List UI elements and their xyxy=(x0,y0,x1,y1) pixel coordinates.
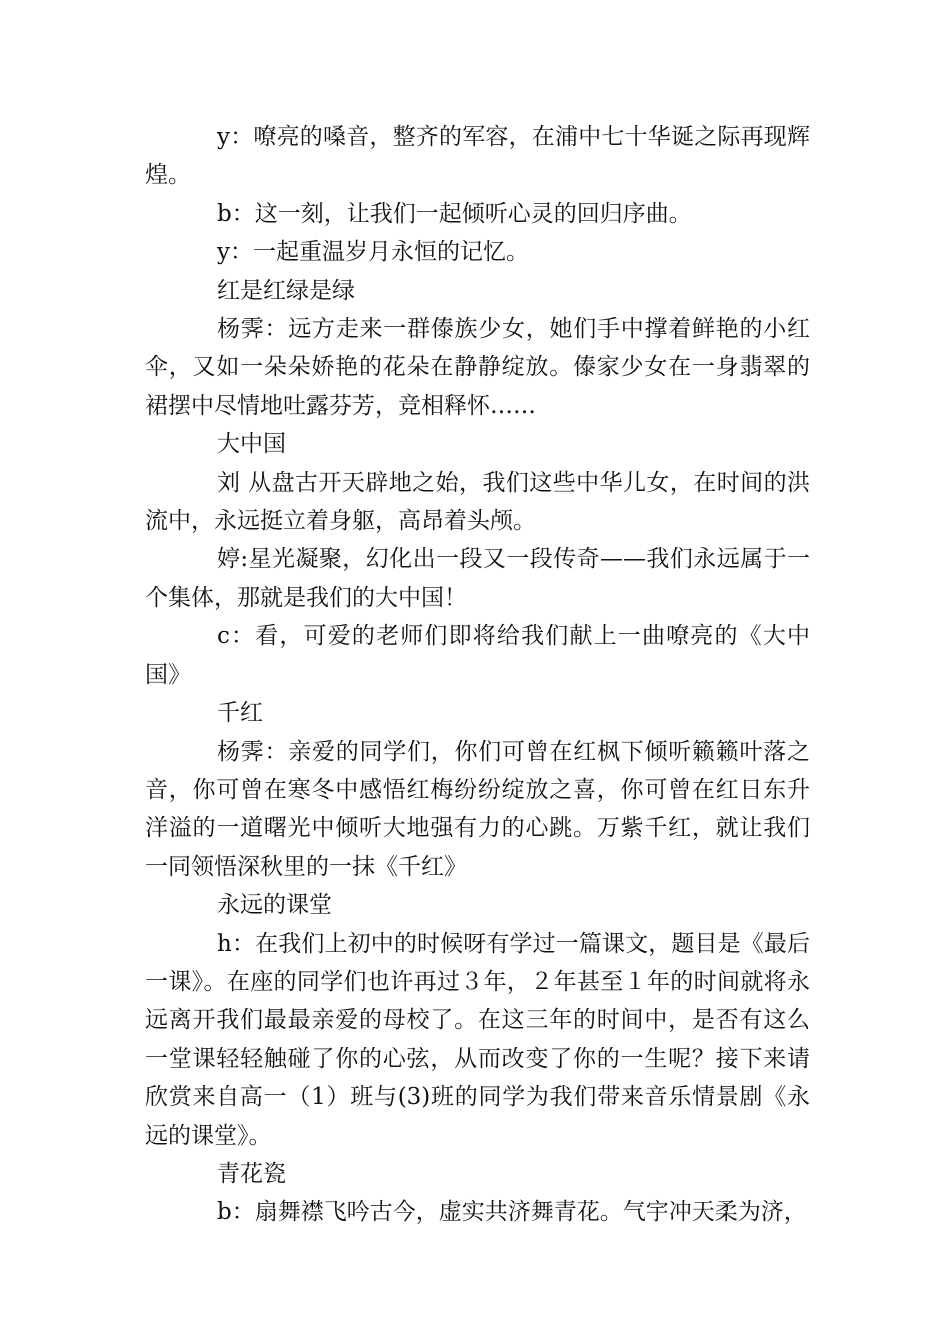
script-line-host-b-2: b：扇舞襟飞吟古今，虚实共济舞青花。气宇冲天柔为济， xyxy=(217,1199,807,1226)
script-line-yang-ji-1: 杨霁：远方走来一群傣族少女，她们手中撑着鲜艳的小红伞，又如一朵朵娇艳的花朵在静静绽放。傣家少女在一身翡翠的裙摆中尽情地吐露芬芳，竞相释怀…… xyxy=(145,316,810,419)
script-line-host-c: c：看，可爱的老师们即将给我们献上一曲嘹亮的《大中国》 xyxy=(145,623,810,688)
script-line-liu: 刘 从盘古开天辟地之始，我们这些中华儿女，在时间的洪流中，永远挺立着身躯，高昂着头颅。 xyxy=(145,469,810,535)
script-line-host-b-1: b：这一刻，让我们一起倾听心灵的回归序曲。 xyxy=(217,200,692,227)
script-line-host-y-1: y：嘹亮的嗓音，整齐的军容，在浦中七十华诞之际再现辉煌。 xyxy=(145,124,810,189)
program-title-qian-hong: 千红 xyxy=(217,700,263,727)
script-line-host-h: h：在我们上初中的时候呀有学过一篇课文，题目是《最后一课》。在座的同学们也许再过３年，２年甚至１年的时间就将永远离开我们最最亲爱的母校了。在这三年的时间中，是否有这么一堂课轻轻触碰了你的心弦，从而改变了你的一生呢？接下来请欣赏来自高一（1）班与(3)班的同学为我们带来音乐情景剧《永远的课堂》。 xyxy=(145,930,810,1149)
document-body xyxy=(145,118,810,1232)
program-title-da-zhong-guo: 大中国 xyxy=(217,431,286,458)
program-title-qing-hua-ci: 青花瓷 xyxy=(217,1160,286,1187)
script-line-host-y-2: y：一起重温岁月永恒的记忆。 xyxy=(217,239,529,266)
program-title-hong-shi-hong: 红是红绿是绿 xyxy=(217,277,355,304)
script-line-ting: 婷:星光凝聚，幻化出一段又一段传奇——我们永远属于一个集体，那就是我们的大中国！ xyxy=(145,546,810,611)
script-line-yang-ji-2: 杨霁：亲爱的同学们，你们可曾在红枫下倾听籁籁叶落之音，你可曾在寒冬中感悟红梅纷纷绽放之喜，你可曾在红日东升洋溢的一道曙光中倾听大地强有力的心跳。万紫千红，就让我们一同领悟深秋里的一抹《千红》 xyxy=(145,738,810,880)
program-title-yong-yuan-de-ke-tang: 永远的课堂 xyxy=(217,892,332,919)
